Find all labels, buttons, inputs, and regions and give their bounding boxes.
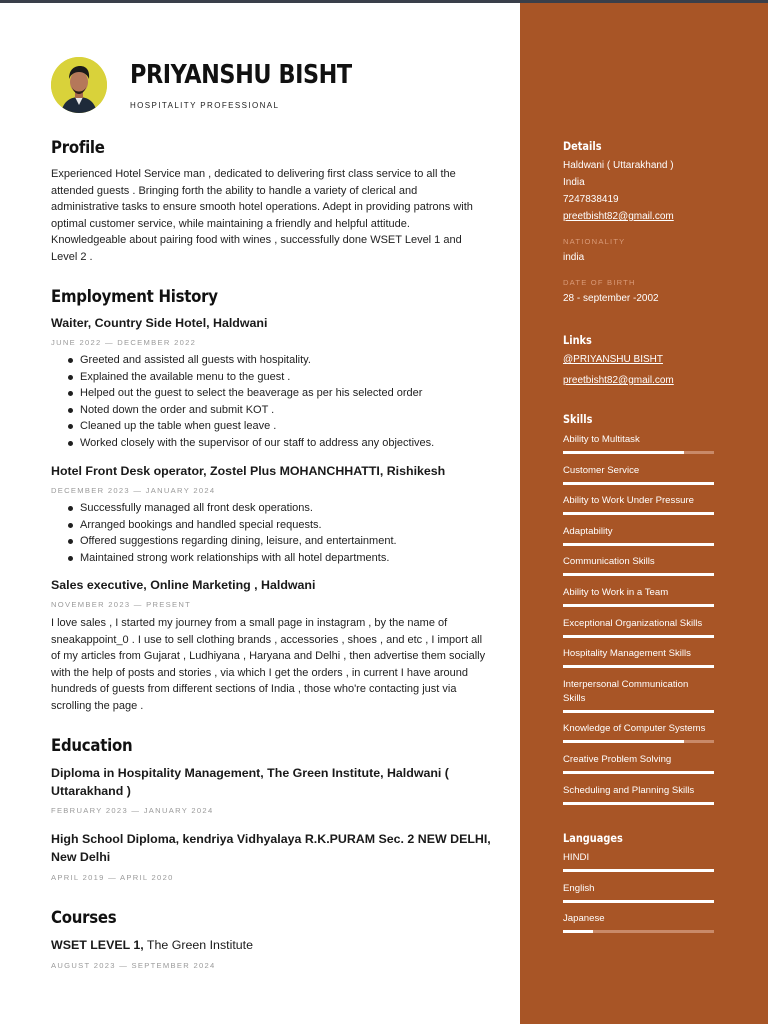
job-dates: DECEMBER 2023 — JANUARY 2024 xyxy=(51,486,216,495)
skill-level-bar xyxy=(563,451,714,454)
date-of-birth: 28 - september -2002 xyxy=(563,293,659,304)
skill-level-fill xyxy=(563,604,714,607)
skill-level-bar xyxy=(563,512,714,515)
details-heading: Details xyxy=(563,139,602,153)
skills-heading: Skills xyxy=(563,412,593,426)
skill-label: Ability to Multitask xyxy=(563,434,640,445)
list-item: Maintained strong work relationships with all hotel departments. xyxy=(80,550,500,567)
courses-heading: Courses xyxy=(51,908,117,928)
education-dates: FEBRUARY 2023 — JANUARY 2024 xyxy=(51,806,214,815)
skill-level-bar xyxy=(563,543,714,546)
link-email[interactable]: preetbisht82@gmail.com xyxy=(563,375,674,386)
skill-label: Scheduling and Planning Skills xyxy=(563,785,695,796)
language-label: HINDI xyxy=(563,852,590,863)
skill-level-fill xyxy=(563,512,714,515)
profile-photo xyxy=(51,57,107,113)
links-heading: Links xyxy=(563,333,592,347)
course-institute: The Green Institute xyxy=(143,938,254,952)
skill-level-bar xyxy=(563,482,714,485)
candidate-name: PRIYANSHU BISHT xyxy=(130,60,352,90)
language-level-fill xyxy=(563,869,714,872)
employment-heading: Employment History xyxy=(51,287,218,307)
skill-level-bar xyxy=(563,740,714,743)
skill-label: Customer Service xyxy=(563,465,640,476)
skill-label: Ability to Work in a Team xyxy=(563,587,669,598)
education-heading: Education xyxy=(51,736,133,756)
list-item: Explained the available menu to the guest . xyxy=(80,369,500,386)
languages-heading: Languages xyxy=(563,831,623,845)
list-item: Successfully managed all front desk operations. xyxy=(80,500,500,517)
skill-level-fill xyxy=(563,635,714,638)
skill-level-fill xyxy=(563,482,714,485)
skill-label: Exceptional Organizational Skills xyxy=(563,618,703,629)
skill-level-bar xyxy=(563,635,714,638)
profile-text: Experienced Hotel Service man , dedicated to delivering first class service to all the attended guests . Bringing forth the ability to handle a variety of clerical and administrative tasks to ensure smooth hotel operations. Adept in providing patrons with optimal customer service, while maintaining a friendly and helpful attitude. Knowledgeable about pairing food with wines , successfully done WSET Level 1 and Level 2 . xyxy=(51,168,473,263)
nationality-label: NATIONALITY xyxy=(563,237,626,246)
skill-level-bar xyxy=(563,802,714,805)
skill-level-fill xyxy=(563,665,714,668)
skill-level-fill xyxy=(563,543,714,546)
nationality: india xyxy=(563,252,585,263)
language-label: Japanese xyxy=(563,913,605,924)
skill-level-bar xyxy=(563,771,714,774)
job-bullets xyxy=(80,352,500,452)
education-title: High School Diploma, kendriya Vidhyalaya R.K.PURAM Sec. 2 NEW DELHI, New Delhi xyxy=(51,832,491,864)
skill-level-fill xyxy=(563,710,714,713)
skill-level-bar xyxy=(563,710,714,713)
skill-label: Communication Skills xyxy=(563,556,655,567)
link-instagram[interactable]: @PRIYANSHU BISHT xyxy=(563,354,663,365)
course-dates: AUGUST 2023 — SEPTEMBER 2024 xyxy=(51,961,216,970)
language-level-bar xyxy=(563,930,714,933)
job-dates: NOVEMBER 2023 — PRESENT xyxy=(51,600,192,609)
language-level-bar xyxy=(563,900,714,903)
country: India xyxy=(563,177,585,188)
course-title xyxy=(51,938,491,952)
language-label: English xyxy=(563,883,595,894)
skill-level-fill xyxy=(563,451,684,454)
job-title: Sales executive, Online Marketing , Haldwani xyxy=(51,578,316,592)
job-dates: JUNE 2022 — DECEMBER 2022 xyxy=(51,338,197,347)
skill-label: Knowledge of Computer Systems xyxy=(563,723,706,734)
skill-label: Creative Problem Solving xyxy=(563,754,672,765)
phone: 7247838419 xyxy=(563,194,619,205)
skill-label: Adaptability xyxy=(563,526,613,537)
education-dates: APRIL 2019 — APRIL 2020 xyxy=(51,873,174,882)
job-bullets xyxy=(80,500,500,566)
language-level-fill xyxy=(563,900,714,903)
profile-heading: Profile xyxy=(51,138,105,158)
course-name: WSET LEVEL 1, xyxy=(51,938,144,952)
language-level-fill xyxy=(563,930,593,933)
list-item: Noted down the order and submit KOT . xyxy=(80,402,500,419)
candidate-title: HOSPITALITY PROFESSIONAL xyxy=(130,101,280,110)
dob-label: DATE OF BIRTH xyxy=(563,278,636,287)
list-item: Arranged bookings and handled special requests. xyxy=(80,517,500,534)
person-icon xyxy=(51,57,107,113)
skill-level-bar xyxy=(563,665,714,668)
skill-level-bar xyxy=(563,604,714,607)
list-item: Greeted and assisted all guests with hospitality. xyxy=(80,352,500,369)
skill-level-fill xyxy=(563,573,714,576)
email-link[interactable]: preetbisht82@gmail.com xyxy=(563,211,674,222)
skill-label: Ability to Work Under Pressure xyxy=(563,495,694,506)
skill-label: Interpersonal Communication Skills xyxy=(563,679,689,704)
skill-label: Hospitality Management Skills xyxy=(563,648,691,659)
job-title: Waiter, Country Side Hotel, Haldwani xyxy=(51,316,268,330)
list-item: Worked closely with the supervisor of our staff to address any objectives. xyxy=(80,435,500,452)
skill-level-fill xyxy=(563,771,714,774)
list-item: Offered suggestions regarding dining, leisure, and entertainment. xyxy=(80,533,500,550)
list-item: Helped out the guest to select the beaverage as per his selected order xyxy=(80,385,500,402)
list-item: Cleaned up the table when guest leave . xyxy=(80,418,500,435)
skill-level-fill xyxy=(563,740,684,743)
skill-level-bar xyxy=(563,573,714,576)
education-title: Diploma in Hospitality Management, The Green Institute, Haldwani ( Uttarakhand ) xyxy=(51,766,449,798)
language-level-bar xyxy=(563,869,714,872)
job-description: I love sales , I started my journey from a small page in instagram , by the name of sneakappoint_0 . I use to sell clothing brands , accessories , shoes , and etc , I import all of my articles from Gujarat , Ludhiyana , Haryana and Delhi , then advertise them socially with the help of posts and stories , via which I get the orders , in current I have around hundreds of guests from different sections of India , those who're contacting just via scrolling the page . xyxy=(51,617,486,712)
job-title: Hotel Front Desk operator, Zostel Plus MOHANCHHATTI, Rishikesh xyxy=(51,464,446,478)
address: Haldwani ( Uttarakhand ) xyxy=(563,160,674,171)
skill-level-fill xyxy=(563,802,714,805)
